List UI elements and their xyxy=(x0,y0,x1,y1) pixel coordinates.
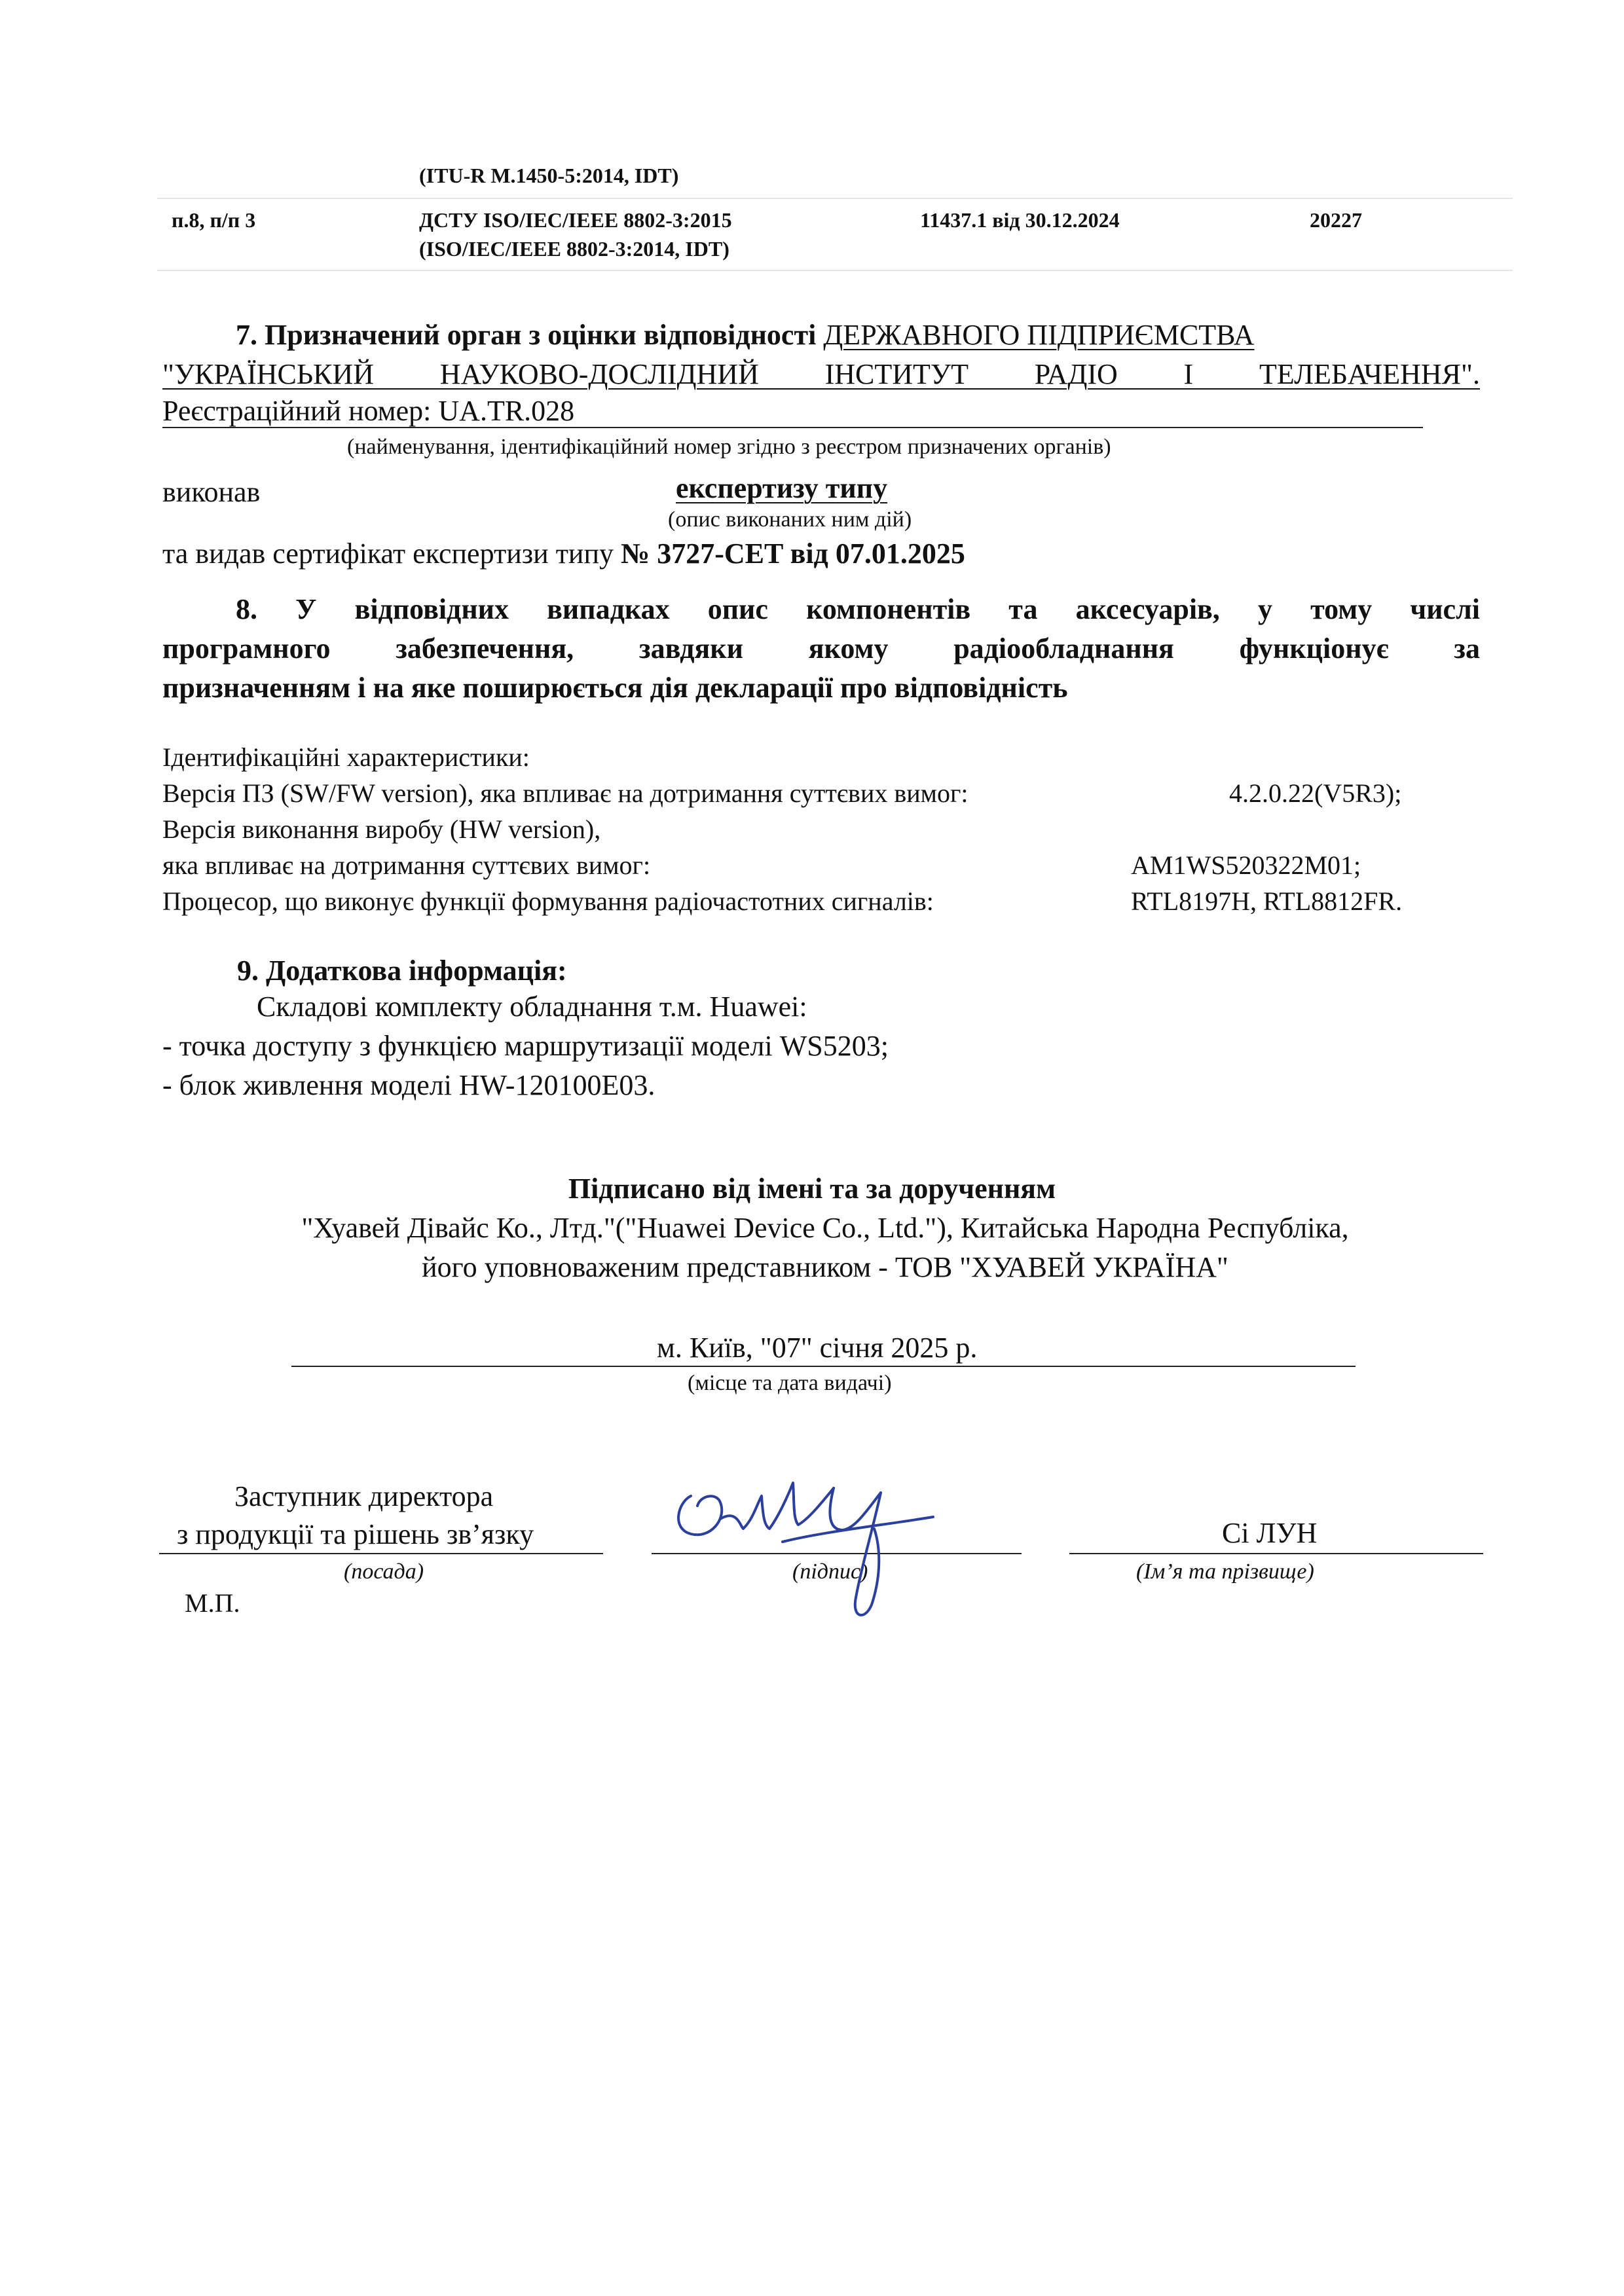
section8-id-title: Ідентифікаційні характеристики: xyxy=(162,742,530,772)
section8-cpu-value: RTL8197H, RTL8812FR. xyxy=(1131,886,1403,916)
table-row1-standard-line2: (ISO/IEC/IEEE 8802-3:2014, IDT) xyxy=(419,237,729,261)
table-row-divider xyxy=(157,198,1513,199)
position-underline xyxy=(159,1553,603,1554)
section7-reg-underline xyxy=(162,427,1423,428)
table-row1-document: 11437.1 від 30.12.2024 xyxy=(920,208,1120,232)
signed-line2: його уповноваженим представником - ТОВ "ХУАВЕЙ УКРАЇНА" xyxy=(422,1251,1228,1283)
section7-performed-label: виконав xyxy=(162,476,261,508)
signed-stamp: М.П. xyxy=(185,1588,240,1618)
section9-line1: Складові комплекту обладнання т.м. Huawei: xyxy=(257,991,807,1023)
section8-hw-value: AM1WS520322M01; xyxy=(1131,850,1361,880)
signed-place-date: м. Київ, "07" січня 2025 р. xyxy=(657,1332,978,1364)
table-row1-item: п.8, п/п 3 xyxy=(172,208,256,232)
signed-name-caption: (Ім’я та прізвище) xyxy=(1136,1559,1314,1584)
signed-line1: "Хуавей Дівайс Ко., Лтд."("Huawei Device Co., Ltd."), Китайська Народна Республіка, xyxy=(301,1212,1349,1244)
table-row0-standard: (ITU-R M.1450-5:2014, IDT) xyxy=(419,164,679,187)
section7-certificate-line xyxy=(162,537,965,570)
signed-heading: Підписано від імені та за дорученням xyxy=(568,1173,1056,1205)
section9-line3: - блок живлення моделі HW-120100E03. xyxy=(162,1069,655,1101)
signature-stroke-2 xyxy=(720,1483,834,1529)
table-row1-standard-line1: ДСТУ ISO/IEC/IEEE 8802-3:2015 xyxy=(419,208,732,232)
signed-name: Сі ЛУН xyxy=(1222,1517,1318,1549)
signed-signature-caption: (підпис) xyxy=(792,1559,868,1584)
signed-position-caption: (посада) xyxy=(344,1559,424,1584)
section8-hw-label-line2: яка впливає на дотримання суттєвих вимог: xyxy=(162,850,651,880)
section7-heading: 7. Призначений орган з оцінки відповідності xyxy=(236,319,817,351)
signed-place-caption: (місце та дата видачі) xyxy=(688,1371,892,1395)
signed-position-line2: з продукції та рішень зв’язку xyxy=(177,1518,534,1550)
name-underline xyxy=(1069,1553,1483,1554)
handwritten-signature xyxy=(665,1457,940,1627)
section7-performed-value: експертизу типу xyxy=(676,472,888,504)
section8-heading-line2: програмного забезпечення, завдяки якому радіообладнання функціонує за xyxy=(162,632,1480,665)
section8-heading-line3: призначенням і на яке поширюється дія декларації про відповідність xyxy=(162,672,1068,704)
signature-stroke-1 xyxy=(678,1496,722,1535)
signed-position-line1: Заступник директора xyxy=(234,1480,494,1512)
section8-sw-label: Версія ПЗ (SW/FW version), яка впливає на дотримання суттєвих вимог: xyxy=(162,778,969,808)
place-date-underline xyxy=(291,1366,1356,1367)
section7-certificate-prefix: та видав сертифікат експертизи типу xyxy=(162,538,614,570)
section7-certificate-value: № 3727-CET від 07.01.2025 xyxy=(621,538,965,570)
section7-org-line2: "УКРАЇНСЬКИЙ НАУКОВО-ДОСЛІДНИЙ ІНСТИТУТ РАДІО І ТЕЛЕБАЧЕННЯ". xyxy=(162,358,1480,390)
section7-org-line1: ДЕРЖАВНОГО ПІДПРИЄМСТВА xyxy=(823,319,1255,351)
section7-performed-caption: (опис виконаних ним дій) xyxy=(668,507,912,532)
section8-heading-line1: 8. У відповідних випадках опис компонентів та аксесуарів, у тому числі xyxy=(236,593,1480,625)
section7-line1 xyxy=(236,318,1255,352)
section8-cpu-label: Процесор, що виконує функції формування радіочастотних сигналів: xyxy=(162,886,934,916)
table-bottom-divider xyxy=(157,270,1513,271)
section9-line2: - точка доступу з функцією маршрутизації моделі WS5203; xyxy=(162,1030,889,1062)
section9-heading: 9. Додаткова інформація: xyxy=(237,955,567,987)
section8-hw-label-line1: Версія виконання виробу (HW version), xyxy=(162,814,601,844)
section8-sw-value: 4.2.0.22(V5R3); xyxy=(1229,778,1402,808)
table-row1-code: 20227 xyxy=(1310,208,1362,232)
section7-org-caption: (найменування, ідентифікаційний номер згідно з реєстром призначених органів) xyxy=(347,435,1111,459)
section7-reg-number: Реєстраційний номер: UA.TR.028 xyxy=(162,395,575,427)
